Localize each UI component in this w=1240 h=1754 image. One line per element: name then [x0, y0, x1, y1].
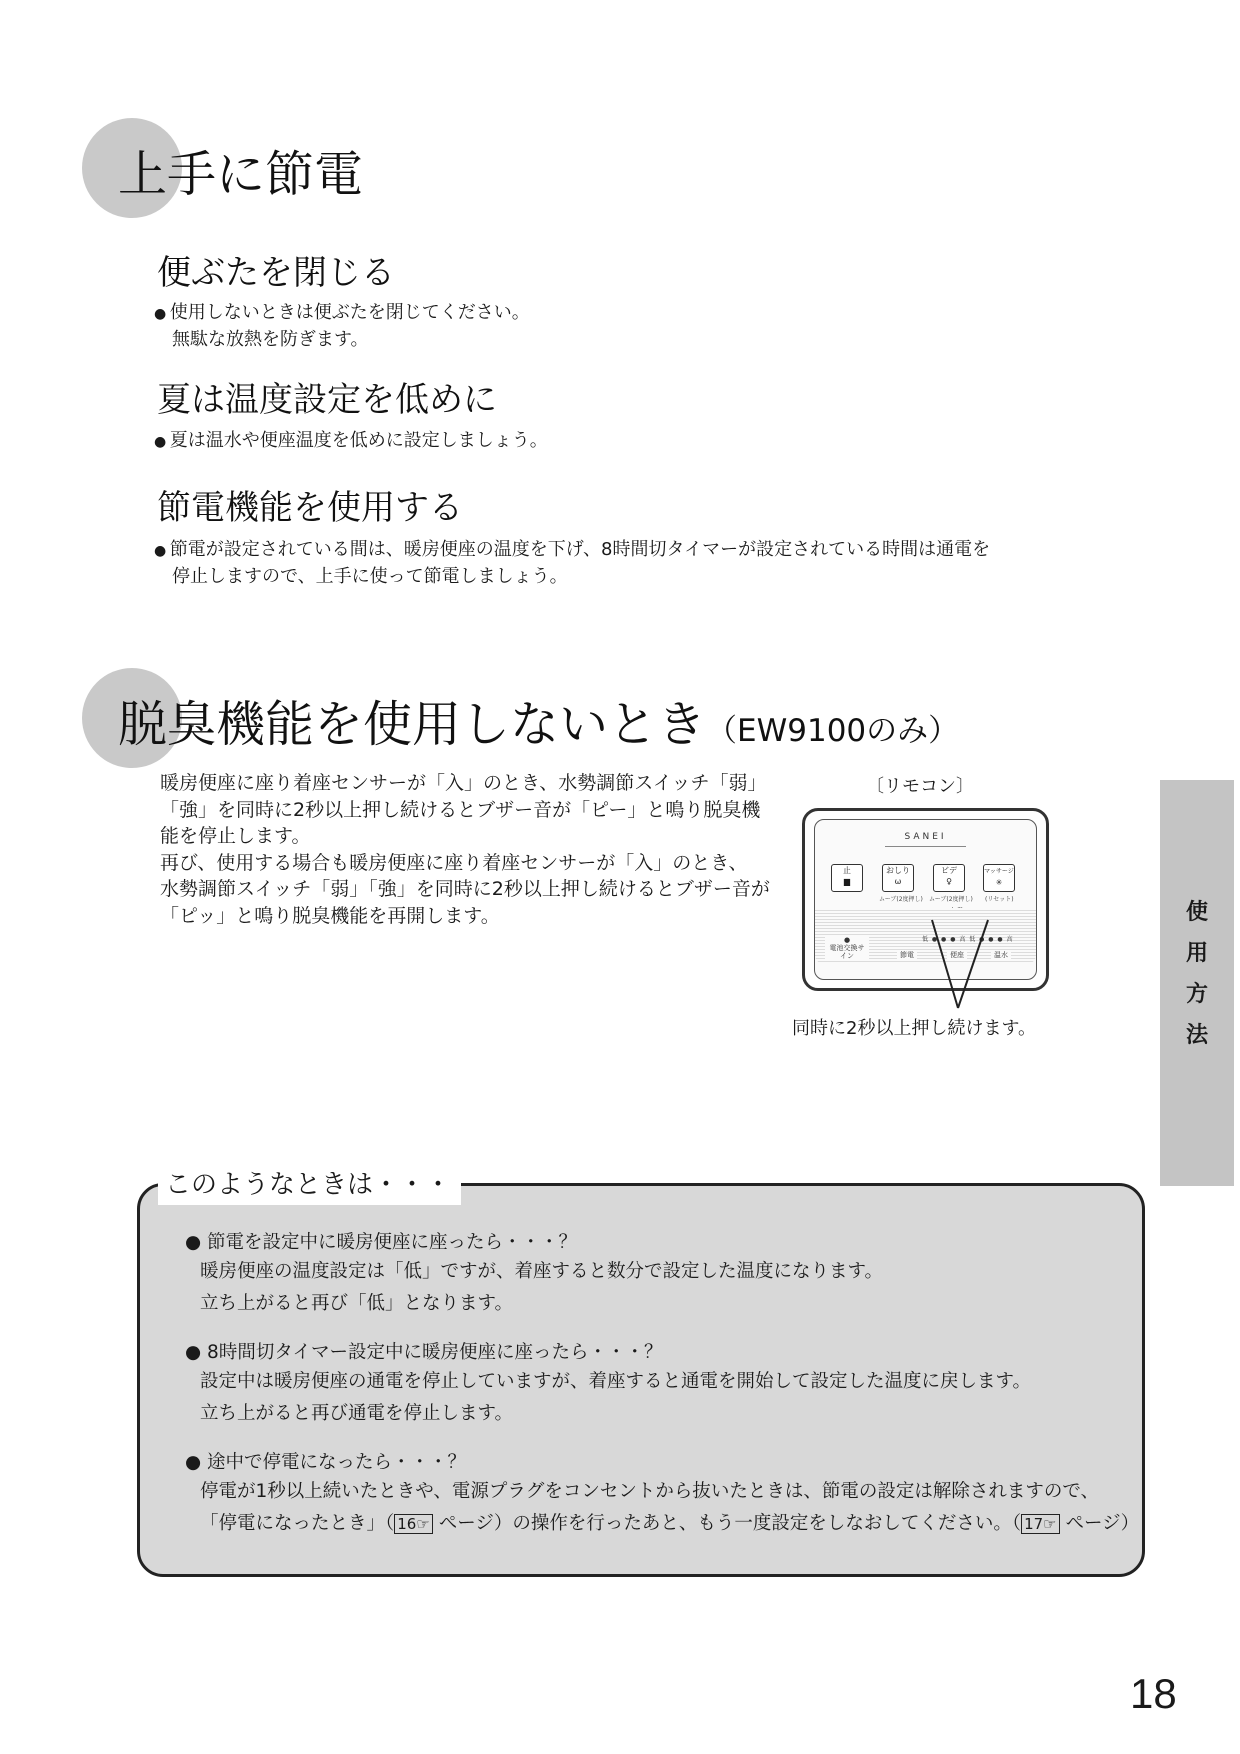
faq-answer: 立ち上がると再び通電を停止します。 [200, 1403, 514, 1424]
faq-item [185, 1340, 1031, 1430]
page-ref-icon: 16☞ [394, 1514, 433, 1534]
rear-wash-button: おしり ω [882, 864, 914, 892]
warm-water-button: 温水 [991, 950, 1011, 960]
reset-label: (リセット) [985, 896, 1014, 903]
bullet-dot-icon: ● [154, 434, 167, 450]
faq-title: このようなときは・・・ [158, 1160, 461, 1205]
bullet-dot-icon: ● [185, 1452, 202, 1473]
tab-char: 用 [1185, 941, 1208, 966]
bullet-dot-icon: ● [185, 1232, 202, 1253]
remote-brand: SANEI [904, 832, 947, 842]
subheading-power-save-function: 節電機能を使用する [157, 488, 463, 528]
tab-char: 方 [1185, 982, 1208, 1007]
section-title: 上手に節電 [118, 146, 364, 203]
brand-underline [885, 846, 966, 847]
faq-item [185, 1230, 883, 1320]
deodorizer-paragraph: 暖房便座に座り着座センサーが「入」のとき、水勢調節スイッチ「弱」 「強」を同時に2秒以上押し続けるとブザー音が「ピー」と鳴り脱臭機 能を停止します。 再び、使用する場合も暖房便座に座り着座センサーが「入」のとき、 水勢調節スイッチ「弱」「強」を同時に2秒以上押し続けるとブザー音が 「ピッ」と鳴り脱臭機能を再開します。 [160, 772, 770, 927]
faq-item [185, 1450, 1139, 1540]
faq-answer: 暖房便座の温度設定は「低」ですが、着座すると数分で設定した温度になります。 [200, 1261, 884, 1282]
temperature-leds: 低 ● ● ● 高 低 ● ● ● 高 [922, 936, 1014, 943]
tab-char: 法 [1185, 1023, 1208, 1048]
pointer-line-weak [932, 920, 958, 1008]
massage-button: マッサージ ✳ [983, 864, 1015, 892]
faq-answer: 停電が1秒以上続いたときや、電源プラグをコンセントから抜いたときは、節電の設定は解除されますので、 [200, 1481, 1100, 1502]
faq-question: 8時間切タイマー設定中に暖房便座に座ったら・・・？ [207, 1342, 663, 1363]
remote-label: 〔リモコン〕 [866, 776, 974, 797]
bullet-summer: ● 夏は温水や便座温度を低めに設定しましょう。 [154, 428, 548, 455]
tab-char: 使 [1185, 900, 1208, 925]
page-ref-icon: 17☞ [1021, 1514, 1060, 1534]
model-note: （EW9100のみ） [706, 713, 960, 749]
bullet-power-save-function: ● 節電が設定されている間は、暖房便座の温度を下げ、8時間切タイマーが設定されている時間は通電を 停止しますので、上手に使って節電しましょう。 [154, 539, 991, 587]
faq-answer: 立ち上がると再び「低」となります。 [200, 1293, 514, 1314]
bullet-close-lid: ● 使用しないときは便ぶたを閉じてください。 無駄な放熱を防ぎます。 [154, 302, 530, 350]
side-index-tab [1160, 780, 1234, 1186]
bullet-dot-icon: ● [185, 1342, 202, 1363]
power-save-button: 節電 [897, 950, 917, 960]
subheading-summer: 夏は温度設定を低めに [157, 380, 497, 420]
faq-question: 途中で停電になったら・・・？ [207, 1452, 467, 1473]
bidet-button: ビデ ♀ [933, 864, 965, 892]
battery-sign: ● 電池交換サイン [825, 936, 869, 960]
bullet-dot-icon: ● [154, 306, 167, 322]
remote-caption: 同時に2秒以上押し続けます。 [792, 1018, 1037, 1039]
page-number: 18 [1130, 1670, 1177, 1717]
remote-control-illustration [802, 808, 1049, 991]
move-label: ムーブ(2度押し) [879, 896, 923, 903]
faq-answer: 「停電になったとき」（ 16☞ ページ）の操作を行ったあと、もう一度設定をしなおしてください。（ 17☞ ページ） [200, 1513, 1140, 1534]
pointer-line-strong [958, 920, 988, 1008]
stop-button: 止 ▆ [831, 864, 863, 892]
section-title: 脱臭機能を使用しないとき（EW9100のみ） [118, 696, 960, 753]
faq-answer: 設定中は暖房便座の通電を停止していますが、着座すると通電を開始して設定した温度に戻します。 [200, 1371, 1032, 1392]
pointer-lines [930, 918, 990, 1012]
remote-panel [814, 819, 1037, 980]
move-label: ムーブ(2度押し) [929, 896, 973, 903]
seat-button: 便座 [947, 950, 967, 960]
faq-question: 節電を設定中に暖房便座に座ったら・・・？ [207, 1232, 578, 1253]
subheading-close-lid: 便ぶたを閉じる [157, 253, 395, 293]
bullet-dot-icon: ● [154, 543, 167, 559]
